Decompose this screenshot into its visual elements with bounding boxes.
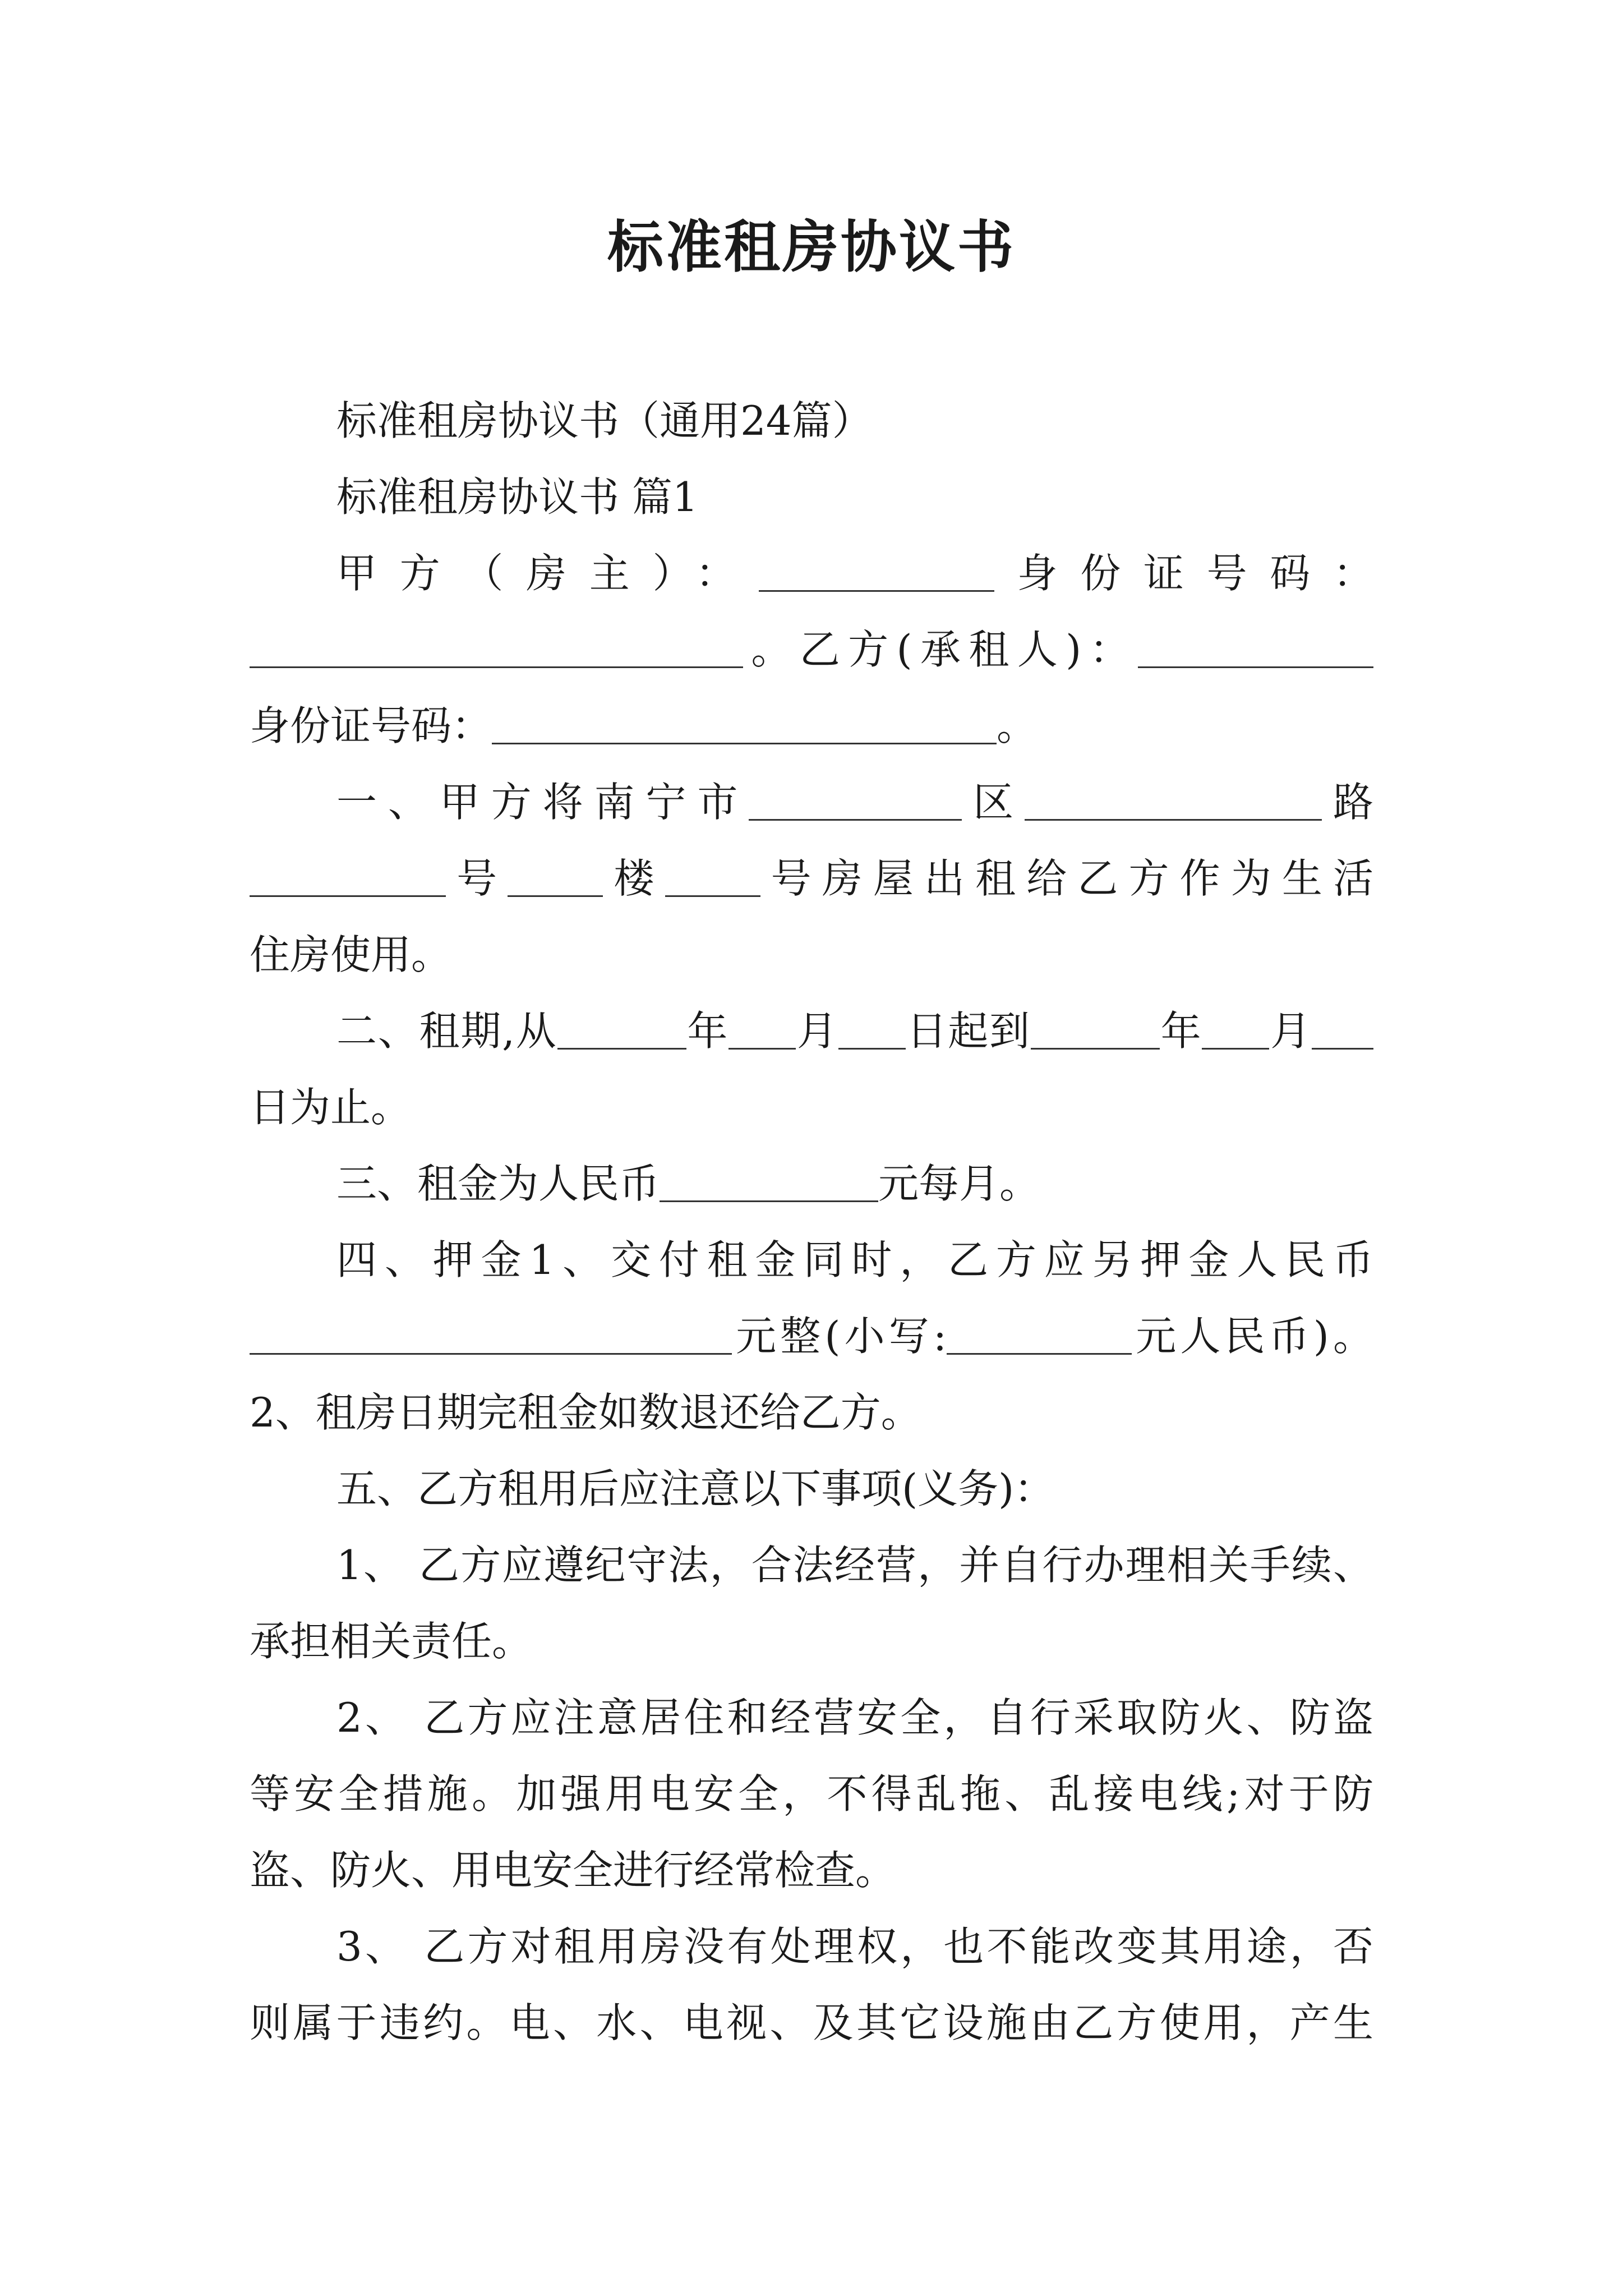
clause-4-line-3: 2、租房日期完租金如数退还给乙方。 xyxy=(250,1389,921,1436)
clause-5-heading: 五、乙方租用后应注意以下事项(义务)： xyxy=(336,1465,1055,1512)
subtitle-line: 标准租房协议书（通用24篇） xyxy=(336,397,873,444)
clause-4-line-1: 四、押金1、交付租金同时，乙方应另押金人民币 xyxy=(336,1236,1373,1283)
clause-5-item-2-line-2: 等安全措施。加强用电安全，不得乱拖、乱接电线;对于防 xyxy=(250,1770,1373,1818)
clause-1-line-1: 一、甲方将南宁市 区 路 xyxy=(336,779,1373,826)
document-title: 标准租房协议书 xyxy=(607,214,1016,280)
clause-2-line-1: 二、租期,从 年 月 日起到 年 月 xyxy=(250,993,1373,1069)
party-b-line: 。乙方(承租人)： xyxy=(250,611,1373,688)
clause-5-item-3-line-2: 则属于违约。电、水、电视、及其它设施由乙方使用，产生 xyxy=(250,1999,1373,2046)
clause-3-line: 三、租金为人民币 元每月。 xyxy=(336,1160,1040,1207)
party-a-line: 甲方（房主）： 身份证号码： xyxy=(336,550,1373,597)
clause-5-item-1-line-1: 1、 乙方应遵纪守法，合法经营，并自行办理相关手续、 xyxy=(336,1542,1373,1589)
clause-5-item-2-line-3: 盗、防火、用电安全进行经常检查。 xyxy=(250,1847,896,1894)
section-heading: 标准租房协议书 篇1 xyxy=(336,473,698,521)
document-body xyxy=(250,383,1373,2061)
party-b-name-blank xyxy=(1138,627,1373,668)
party-b-id-blank xyxy=(492,703,997,744)
clause-1-line-3: 住房使用。 xyxy=(250,931,452,978)
party-a-name-blank xyxy=(759,551,994,592)
clause-4-line-2: 元整(小写: 元人民币)。 xyxy=(250,1298,1373,1374)
party-b-id-line: 身份证号码： 。 xyxy=(250,702,1038,749)
clause-5-item-3-line-1: 3、 乙方对租用房没有处理权，也不能改变其用途，否 xyxy=(336,1923,1373,1970)
clause-5-item-2-line-1: 2、 乙方应注意居住和经营安全，自行采取防火、防盗 xyxy=(336,1694,1373,1741)
clause-5-item-1-line-2: 承担相关责任。 xyxy=(250,1618,533,1665)
party-a-id-blank xyxy=(250,627,743,668)
clause-2-line-2: 日为止。 xyxy=(250,1084,412,1131)
clause-1-line-2: 号 楼 号房屋出租给乙方作为生活 xyxy=(250,840,1373,917)
